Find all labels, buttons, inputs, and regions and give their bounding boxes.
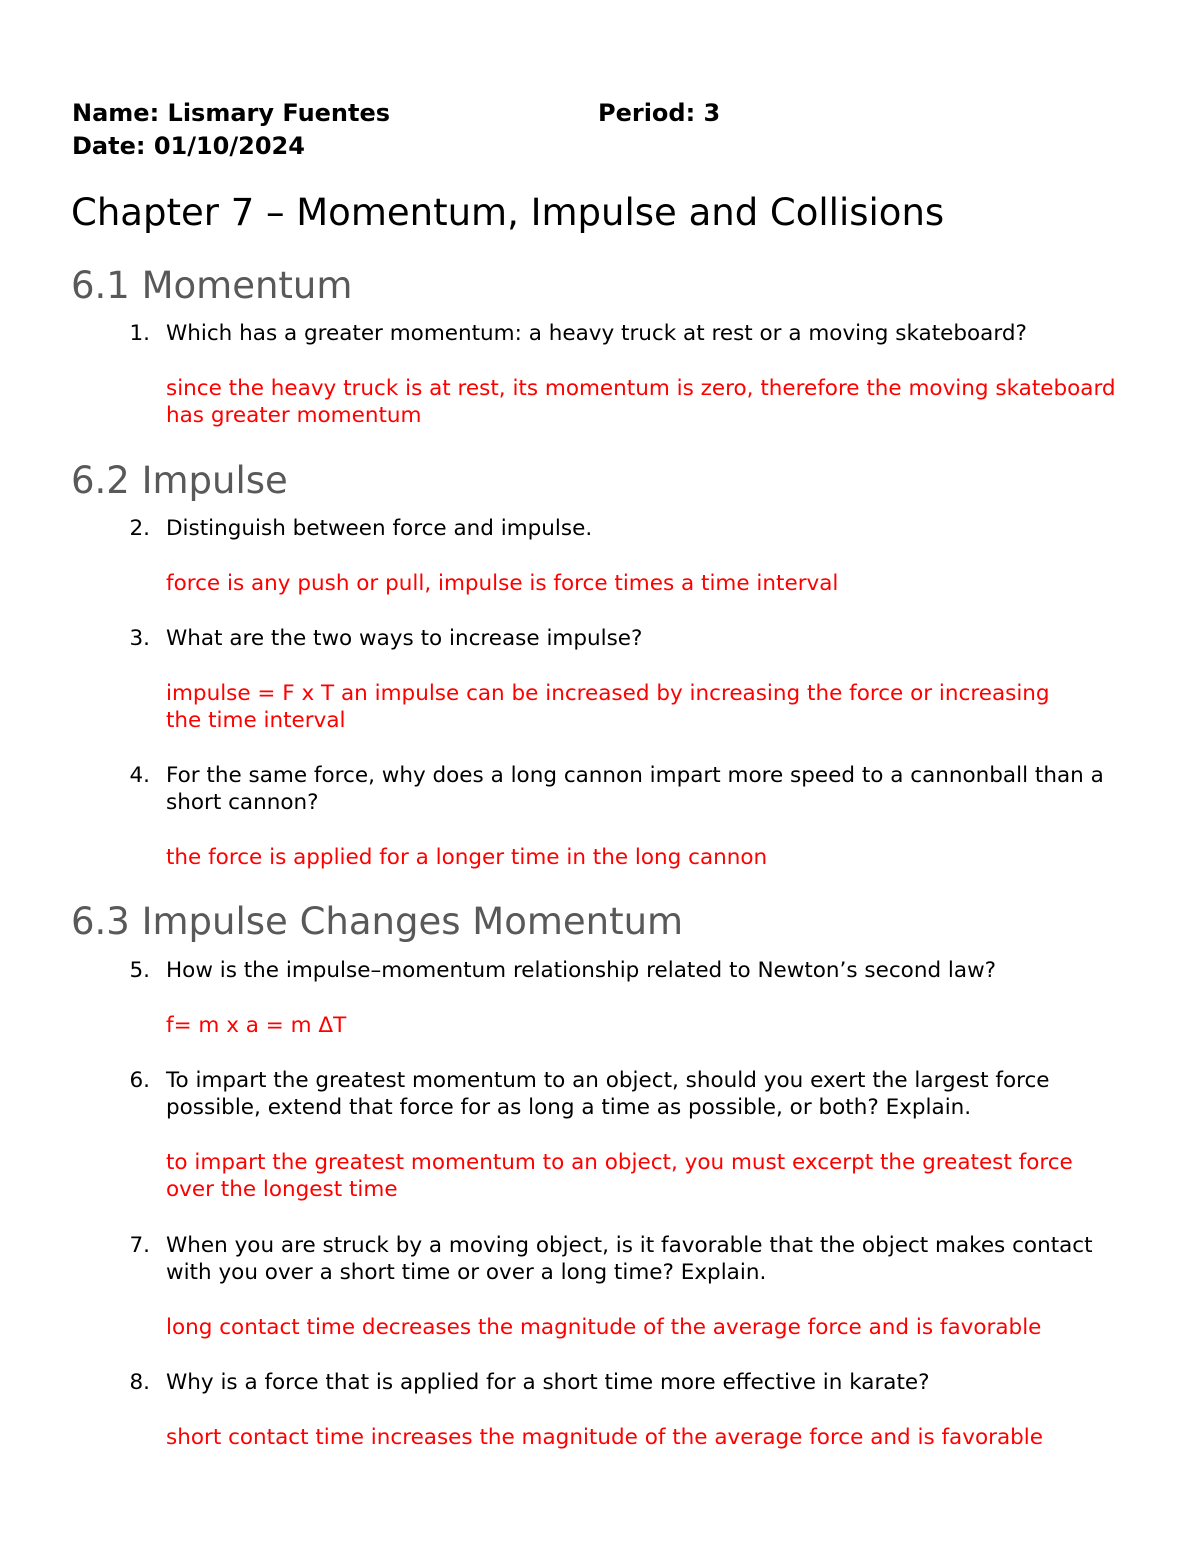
section-heading-impulse: 6.2 Impulse: [71, 459, 288, 502]
answer-text: since the heavy truck is at rest, its momentum is zero, therefore the moving skateboard has greater momentum: [166, 376, 1116, 428]
question-number: 1.: [129, 321, 150, 346]
question-number: 5.: [129, 958, 150, 983]
question-text: When you are struck by a moving object, is it favorable that the object makes contact with you over a short time or over a long time? Explain.: [166, 1233, 1093, 1285]
answer-text: impulse = F x T an impulse can be increased by increasing the force or increasing the time interval: [166, 681, 1050, 733]
chapter-title: Chapter 7 – Momentum, Impulse and Collisions: [71, 191, 945, 234]
question-text: Why is a force that is applied for a short time more effective in karate?: [166, 1370, 930, 1395]
answer-text: to impart the greatest momentum to an object, you must excerpt the greatest force over the longest time: [166, 1150, 1073, 1202]
question-text: Which has a greater momentum: a heavy truck at rest or a moving skateboard?: [166, 321, 1027, 346]
student-name: Name: Lismary Fuentes: [72, 99, 391, 127]
question-number: 6.: [129, 1068, 150, 1093]
question-number: 2.: [129, 516, 150, 541]
answer-text: long contact time decreases the magnitude of the average force and is favorable: [166, 1315, 1042, 1340]
question-number: 4.: [129, 763, 150, 788]
answer-text: short contact time increases the magnitude of the average force and is favorable: [166, 1425, 1043, 1450]
question-text: Distinguish between force and impulse.: [166, 516, 593, 541]
section-heading-impulse-changes-momentum: 6.3 Impulse Changes Momentum: [71, 900, 684, 943]
answer-text: the force is applied for a longer time in the long cannon: [166, 845, 768, 870]
question-number: 8.: [129, 1370, 150, 1395]
question-text: What are the two ways to increase impulse?: [166, 626, 643, 651]
question-text: For the same force, why does a long cannon impart more speed to a cannonball than a short cannon?: [166, 763, 1104, 815]
question-number: 3.: [129, 626, 150, 651]
question-text: How is the impulse–momentum relationship related to Newton’s second law?: [166, 958, 997, 983]
assignment-date: Date: 01/10/2024: [72, 132, 305, 160]
question-number: 7.: [129, 1233, 150, 1258]
question-text: To impart the greatest momentum to an object, should you exert the largest force possible, extend that force for as long a time as possible, or both? Explain.: [166, 1068, 1050, 1120]
section-heading-momentum: 6.1 Momentum: [71, 264, 353, 307]
answer-text: f= m x a = m ΔT: [166, 1013, 347, 1038]
class-period: Period: 3: [598, 99, 721, 127]
answer-text: force is any push or pull, impulse is force times a time interval: [166, 571, 839, 596]
